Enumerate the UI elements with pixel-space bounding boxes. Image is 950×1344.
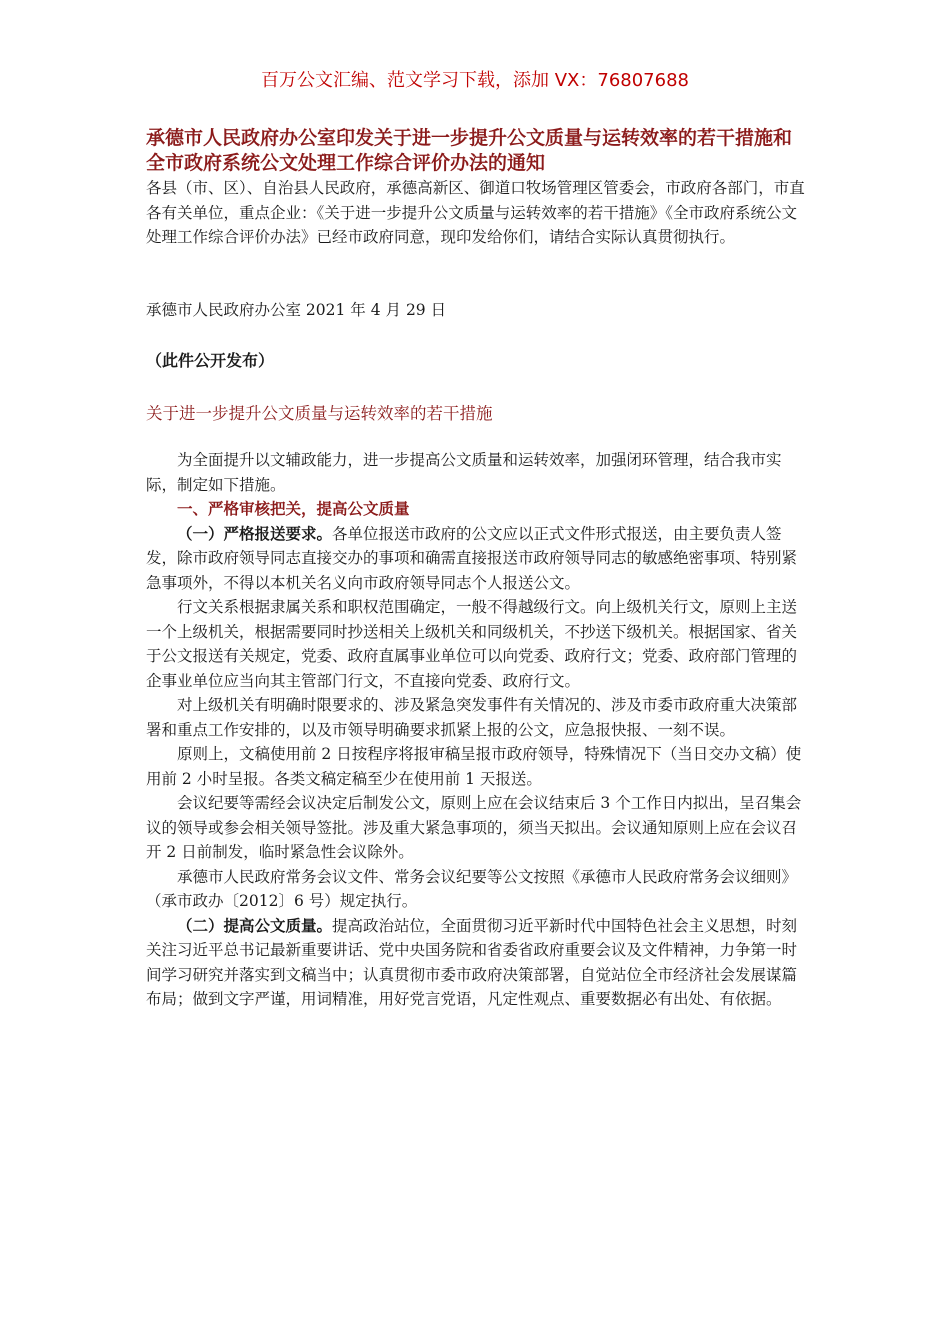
item-2-text: 提高政治站位，全面贯彻习近平新时代中国特色社会主义思想，时刻关注习近平总书记最新重要讲话、党中央国务院和省委省政府重要会议及文件精神，力争第一时间学习研究并落实到文稿当中；认真贯彻市委市政府决策部署，自觉站位全市经济社会发展谋篇布局；做到文字严谨，用词精准，用好党言党语，凡定性观点、重要数据必有出处、有依据。 — [146, 916, 798, 1008]
heading-1: 一、严格审核把关，提高公文质量 — [177, 500, 410, 518]
document-title: 承德市人民政府办公室印发关于进一步提升公文质量与运转效率的若干措施和全市政府系统公文处理工作综合评价办法的通知 — [146, 127, 793, 174]
measures-body — [146, 448, 808, 1012]
item-1-paragraph — [146, 522, 808, 596]
public-release-note: （此件公开发布） — [146, 351, 275, 370]
paragraph-5: 会议纪要等需经会议决定后制发公文，原则上应在会议结束后 3 个工作日内拟出，呈召集会议的领导或参会相关领导签批。涉及重大紧急事项的，须当天拟出。会议通知原则上应在会议召开 2 日前制发，临时紧急性会议除外。 — [146, 794, 802, 861]
item-2-label: （二）提高公文质量。 — [177, 916, 333, 935]
item-1-text: 各单位报送市政府的公文应以正式文件形式报送，由主要负责人签发，除市政府领导同志直接交办的事项和确需直接报送市政府领导同志的敏感绝密事项、特别紧急事项外，不得以本机关名义向市政府领导同志个人报送公文。 — [146, 524, 798, 592]
paragraph-6: 承德市人民政府常务会议文件、常务会议纪要等公文按照《承德市人民政府常务会议细则》（承市政办〔2012〕6 号）规定执行。 — [146, 867, 798, 910]
salutation-paragraph: 各县（市、区）、自治县人民政府，承德高新区、御道口牧场管理区管委会，市政府各部门，市直各有关单位，重点企业：《关于进一步提升公文质量与运转效率的若干措施》《全市政府系统公文处理工作综合评价办法》已经市政府同意，现印发给你们，请结合实际认真贯彻执行。 — [146, 179, 805, 246]
paragraph-3: 对上级机关有明确时限要求的、涉及紧急突发事件有关情况的、涉及市委市政府重大决策部署和重点工作安排的，以及市领导明确要求抓紧上报的公文，应急报快报、一刻不误。 — [146, 696, 798, 739]
intro-paragraph: 为全面提升以文辅政能力，进一步提高公文质量和运转效率，加强闭环管理，结合我市实际，制定如下措施。 — [146, 451, 782, 494]
measures-title: 关于进一步提升公文质量与运转效率的若干措施 — [146, 404, 493, 423]
issuer-date: 承德市人民政府办公室 2021 年 4 月 29 日 — [146, 301, 447, 319]
download-banner: 百万公文汇编、范文学习下载，添加 VX：76807688 — [261, 70, 689, 91]
item-2-paragraph — [146, 914, 808, 1012]
item-1-label: （一）严格报送要求。 — [177, 524, 333, 543]
paragraph-2: 行文关系根据隶属关系和职权范围确定，一般不得越级行文。向上级机关行文，原则上主送一个上级机关，根据需要同时抄送相关上级机关和同级机关，不抄送下级机关。根据国家、省关于公文报送有关规定，党委、政府直属事业单位可以向党委、政府行文；党委、政府部门管理的企事业单位应当向其主管部门行文，不直接向党委、政府行文。 — [146, 598, 798, 690]
paragraph-4: 原则上，文稿使用前 2 日按程序将报审稿呈报市政府领导，特殊情况下（当日交办文稿）使用前 2 小时呈报。各类文稿定稿至少在使用前 1 天报送。 — [146, 745, 802, 788]
